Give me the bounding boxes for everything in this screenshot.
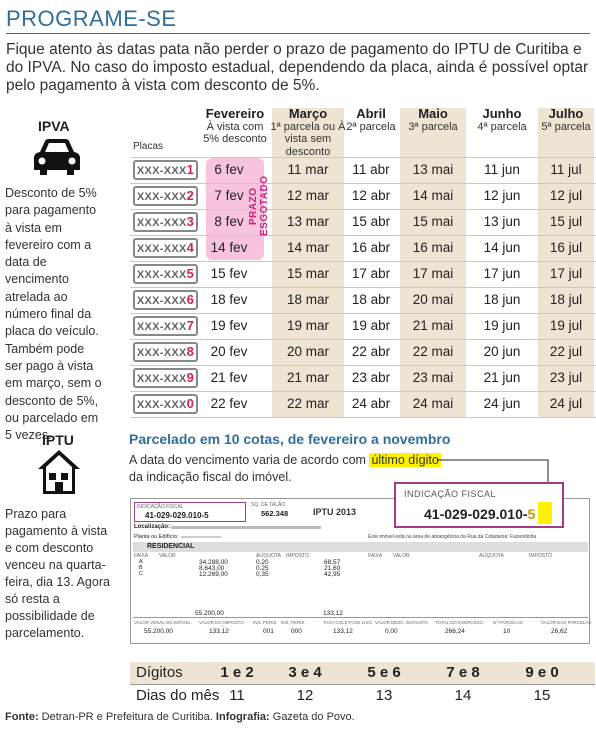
- digit-pair: 3 e 4: [288, 664, 322, 681]
- doc-foot-label: INS. PERIS: [281, 620, 305, 625]
- ipva-description: Desconto de 5% para pagamento à vista em fevereiro com a data de vencimento atrelada ao número final da placa do veículo. Também pode ser pago à vista em março, sem o desconto de 5%, ou parcelado em 5 vezes.: [5, 186, 102, 443]
- due-date-cell: 12 abr: [351, 188, 391, 203]
- due-date-cell: 18 jun: [483, 292, 521, 307]
- doc-address-redacted: [171, 526, 321, 529]
- plate-prefix: XXX-XXX: [136, 191, 187, 203]
- doc-valor: 34.288,00: [199, 559, 228, 566]
- due-date-cell: 8 fev: [214, 214, 244, 229]
- doc-ind-label: INDICAÇÃO FISCAL: [137, 504, 184, 510]
- due-date-cell: 13 mar: [286, 214, 330, 229]
- plate-badge: [133, 290, 198, 310]
- due-date-cell: 14 mar: [286, 240, 330, 255]
- parcelado-title: Parcelado em 10 cotas, de fevereiro a novembro: [129, 431, 451, 447]
- doc-foot-value: 26,62: [551, 628, 568, 635]
- due-date-cell: 17 jul: [549, 266, 583, 281]
- digits-label: Dígitos: [136, 664, 183, 681]
- infografia-text: Gazeta do Povo.: [269, 711, 355, 723]
- plate-prefix: XXX-XXX: [136, 347, 187, 359]
- due-date-cell: 20 fev: [210, 344, 248, 359]
- doc-foot-label: TAXA COLETA DE LIXO: [323, 620, 372, 625]
- doc-col-head: ALÍQUOTA: [479, 553, 504, 559]
- plate-badge: [133, 342, 198, 362]
- doc-type-bar: [133, 542, 588, 552]
- ipva-label: IPVA: [38, 118, 70, 134]
- plate-badge: [133, 264, 198, 284]
- column-month: Maio: [418, 106, 448, 121]
- due-date-cell: 15 fev: [210, 266, 248, 281]
- column-sub: 5ª parcela: [541, 120, 591, 133]
- due-date-cell: 23 mai: [412, 370, 454, 385]
- doc-imposto: 42,95: [324, 571, 341, 578]
- column-sub: 2ª parcela: [346, 120, 396, 133]
- due-date-cell: 24 mai: [412, 396, 454, 411]
- plate-final-digit: 7: [186, 318, 195, 333]
- doc-valor: 8.643,00: [199, 565, 225, 572]
- doc-imposto: 21,60: [324, 565, 341, 572]
- due-date-cell: 24 jun: [483, 396, 521, 411]
- doc-foot-value: 10: [503, 628, 511, 635]
- indicacao-fiscal-zoom: [394, 482, 564, 528]
- due-date-cell: 6 fev: [214, 162, 244, 177]
- due-date-cell: 14 fev: [210, 240, 248, 255]
- plate-badge: [133, 238, 198, 258]
- row-divider: [130, 417, 596, 418]
- doc-foot-value: 266,24: [445, 628, 465, 635]
- doc-foot-value: 133,12: [333, 628, 353, 635]
- plate-badge: [133, 186, 198, 206]
- due-date-cell: 19 fev: [210, 318, 248, 333]
- days-label: Dias do mês: [136, 687, 220, 704]
- column-month: Março: [288, 106, 328, 121]
- plate-badge: [133, 394, 198, 414]
- plate-prefix: XXX-XXX: [136, 243, 187, 255]
- plate-badge: [133, 212, 198, 232]
- fonte-label: Fonte:: [5, 711, 39, 723]
- due-date-cell: 16 mai: [412, 240, 454, 255]
- due-date-cell: 20 mai: [412, 292, 454, 307]
- due-date-cell: 15 jul: [549, 214, 583, 229]
- placas-header: Placas: [133, 141, 164, 152]
- zoom-number-digit: 5: [527, 506, 536, 522]
- doc-foot-label: Nº PARCELAS: [493, 620, 523, 625]
- doc-col-head: VALOR: [393, 553, 410, 559]
- digit-pair: 9 e 0: [525, 664, 559, 681]
- column-month: Abril: [356, 106, 386, 121]
- doc-iptu-year: IPTU 2013: [313, 507, 357, 517]
- due-date-cell: 22 fev: [210, 396, 248, 411]
- due-date-cell: 11 jun: [484, 162, 520, 177]
- doc-planta-redacted: [181, 536, 221, 538]
- plate-prefix: XXX-XXX: [136, 295, 187, 307]
- due-date-cell: 19 abr: [351, 318, 391, 333]
- doc-sq-value: 562.348: [261, 509, 289, 518]
- column-header: [200, 108, 270, 146]
- due-date-cell: 16 abr: [351, 240, 391, 255]
- doc-col-head: VALOR: [159, 553, 176, 559]
- doc-indicacao-box: [134, 502, 246, 522]
- plate-prefix: XXX-XXX: [136, 217, 187, 229]
- parcelado-text-a: A data do vencimento varia de acordo com: [129, 453, 366, 467]
- due-date-cell: 12 jul: [549, 188, 583, 203]
- due-date-cell: 15 mai: [412, 214, 454, 229]
- doc-foot-value: 55.200,00: [144, 628, 173, 635]
- doc-foot-label: VALOR VENAL DO IMÓVEL: [134, 620, 192, 625]
- due-date-cell: 19 mar: [286, 318, 330, 333]
- due-date-cell: 11 mar: [287, 162, 329, 177]
- doc-total-rule: [133, 617, 588, 618]
- due-date-cell: 21 fev: [210, 370, 248, 385]
- parcelado-text: [129, 452, 469, 486]
- column-header: [532, 108, 596, 133]
- column-month: Fevereiro: [205, 106, 265, 121]
- doc-foot-label: VALOR DO IMPOSTO: [199, 620, 244, 625]
- due-date-cell: 20 jun: [483, 344, 521, 359]
- doc-col-head: IMPOSTO: [529, 553, 552, 559]
- due-date-cell: 21 jun: [483, 370, 521, 385]
- digits-row-divider: [130, 684, 595, 685]
- due-date-cell: 22 mar: [286, 396, 330, 411]
- plate-final-digit: 3: [186, 214, 195, 229]
- column-sub: 4ª parcela: [477, 120, 527, 133]
- due-date-cell: 17 mai: [412, 266, 454, 281]
- due-date-cell: 11 abr: [352, 162, 390, 177]
- doc-sq-label: SQ. DE TALÃO: [251, 502, 286, 508]
- day-of-month: 14: [454, 687, 472, 704]
- due-date-cell: 18 abr: [351, 292, 391, 307]
- zoom-label: INDICAÇÃO FISCAL: [404, 489, 497, 499]
- column-month: Junho: [482, 106, 522, 121]
- due-date-cell: 15 mar: [286, 266, 330, 281]
- column-month: Julho: [548, 106, 584, 121]
- doc-planta: Planta ou Edifício:: [134, 534, 179, 540]
- due-date-cell: 11 jul: [550, 162, 582, 177]
- due-date-cell: 14 mai: [412, 188, 454, 203]
- plate-badge: [133, 160, 198, 180]
- due-date-cell: 13 mai: [412, 162, 454, 177]
- column-header: [394, 108, 472, 133]
- doc-foot-label: TOTAL DO EXERCÍCIO: [435, 620, 483, 625]
- due-date-cell: 22 jul: [549, 344, 583, 359]
- source-credit: [5, 711, 355, 723]
- due-date-cell: 15 abr: [351, 214, 391, 229]
- doc-total-imposto: 133,12: [323, 610, 343, 617]
- ultimo-digito-highlight: último dígito: [371, 453, 439, 467]
- doc-valor: 12.269,00: [199, 571, 228, 578]
- iptu-label: IPTU: [42, 432, 74, 448]
- last-digit-highlight: [538, 502, 552, 524]
- plate-prefix: XXX-XXX: [136, 321, 187, 333]
- infografia-label: Infografia:: [215, 711, 270, 723]
- doc-faixa: B: [139, 565, 143, 571]
- doc-aliquota: 0,20: [256, 559, 269, 566]
- due-date-cell: 22 mai: [412, 344, 454, 359]
- plate-prefix: XXX-XXX: [136, 373, 187, 385]
- due-date-cell: 23 jul: [549, 370, 583, 385]
- day-of-month: 12: [296, 687, 314, 704]
- due-date-cell: 13 jun: [483, 214, 521, 229]
- plate-final-digit: 8: [186, 344, 195, 359]
- plate-final-digit: 2: [186, 188, 195, 203]
- due-date-cell: 21 mar: [286, 370, 330, 385]
- plate-prefix: XXX-XXX: [136, 165, 187, 177]
- doc-ind-number: 41-029-029.010-5: [145, 511, 209, 520]
- due-date-cell: 16 jul: [549, 240, 583, 255]
- due-date-cell: 19 jul: [549, 318, 583, 333]
- doc-foot-label: VALOR DESC. BOAVISTA: [375, 620, 429, 625]
- iptu-description: Prazo para pagamento à vista e com desconto venceu na quarta-feira, dia 13. Agora só resta a possibilidade de parcelamento.: [5, 507, 110, 640]
- fonte-text: Detran-PR e Prefeitura de Curitiba.: [38, 711, 216, 723]
- zoom-number: [424, 506, 535, 522]
- parcelado-text-b: da indicação fiscal do imóvel.: [129, 470, 292, 484]
- plate-prefix: XXX-XXX: [136, 399, 187, 411]
- plate-final-digit: 6: [186, 292, 195, 307]
- doc-foot-label: INS. PERIS: [253, 620, 277, 625]
- column-sub: 1ª parcela ou À vista sem desconto: [270, 120, 346, 158]
- due-date-cell: 17 jun: [483, 266, 521, 281]
- doc-foot-value: 001: [263, 628, 274, 635]
- doc-col-head: IMPOSTO: [286, 553, 309, 559]
- due-date-cell: 18 fev: [210, 292, 248, 307]
- doc-faixa: A: [139, 559, 143, 565]
- doc-col-head: FAIXA: [134, 553, 149, 559]
- prazo-esgotado-label: PRAZO ESGOTADO: [248, 175, 270, 237]
- doc-aliquota: 0,35: [256, 571, 269, 578]
- column-sub: À vista com 5% desconto: [203, 120, 267, 145]
- doc-foot-value: 0,00: [385, 628, 398, 635]
- due-date-cell: 24 abr: [351, 396, 391, 411]
- plate-final-digit: 5: [186, 266, 195, 281]
- plate-final-digit: 9: [186, 370, 195, 385]
- day-of-month: 13: [375, 687, 393, 704]
- column-sub: 3ª parcela: [408, 120, 458, 133]
- due-date-cell: 12 jun: [483, 188, 521, 203]
- doc-exempt-text: Este imóvel está na área de abrangência da Rua da Cidadania: Fazendinha: [368, 534, 537, 540]
- digit-pair: 1 e 2: [220, 664, 254, 681]
- day-of-month: 15: [533, 687, 551, 704]
- doc-total-valor: 55.200,00: [195, 610, 224, 617]
- digit-pair: 5 e 6: [367, 664, 401, 681]
- due-date-cell: 23 abr: [351, 370, 391, 385]
- page-title: PROGRAME-SE: [6, 6, 177, 31]
- doc-localizacao: Localização:: [134, 524, 171, 530]
- due-date-cell: 22 abr: [351, 344, 391, 359]
- plate-badge: [133, 316, 198, 336]
- doc-tipo: RESIDENCIAL: [147, 543, 195, 550]
- plate-final-digit: 0: [186, 396, 195, 411]
- plate-final-digit: 4: [186, 240, 195, 255]
- due-date-cell: 19 jun: [483, 318, 521, 333]
- due-date-cell: 21 mai: [412, 318, 454, 333]
- digit-pair: 7 e 8: [446, 664, 480, 681]
- doc-foot-value: 000: [291, 628, 302, 635]
- due-date-cell: 20 mar: [286, 344, 330, 359]
- due-date-cell: 12 mar: [286, 188, 330, 203]
- doc-col-head: FAIXA: [368, 553, 383, 559]
- doc-aliquota: 0,25: [256, 565, 269, 572]
- plate-final-digit: 1: [186, 162, 195, 177]
- doc-col-head: ALÍQUOTA: [256, 553, 281, 559]
- plate-prefix: XXX-XXX: [136, 269, 187, 281]
- day-of-month: 11: [229, 687, 245, 704]
- doc-faixa: C: [139, 571, 143, 577]
- due-date-cell: 14 jun: [483, 240, 521, 255]
- due-date-cell: 18 jul: [549, 292, 583, 307]
- intro-text: Fique atento às datas pata não perder o prazo de pagamento do IPTU de Curitiba e do IPVA. No caso do imposto estadual, dependendo da placa, ainda é possível optar pelo pagamento à vista com desconto de 5%.: [6, 41, 589, 94]
- due-date-cell: 18 mar: [286, 292, 330, 307]
- due-date-cell: 24 jul: [549, 396, 583, 411]
- doc-foot-value: 133,12: [209, 628, 229, 635]
- digits-days-table: [130, 662, 595, 708]
- house-icon: [36, 448, 82, 496]
- plate-badge: [133, 368, 198, 388]
- doc-imposto: 68,57: [324, 559, 341, 566]
- column-header: [464, 108, 540, 133]
- zoom-number-main: 41-029-029.010-: [424, 506, 528, 522]
- doc-foot-label: VALOR DAS PARCELAS: [541, 620, 592, 625]
- due-date-cell: 17 abr: [351, 266, 391, 281]
- due-date-cell: 7 fev: [214, 188, 244, 203]
